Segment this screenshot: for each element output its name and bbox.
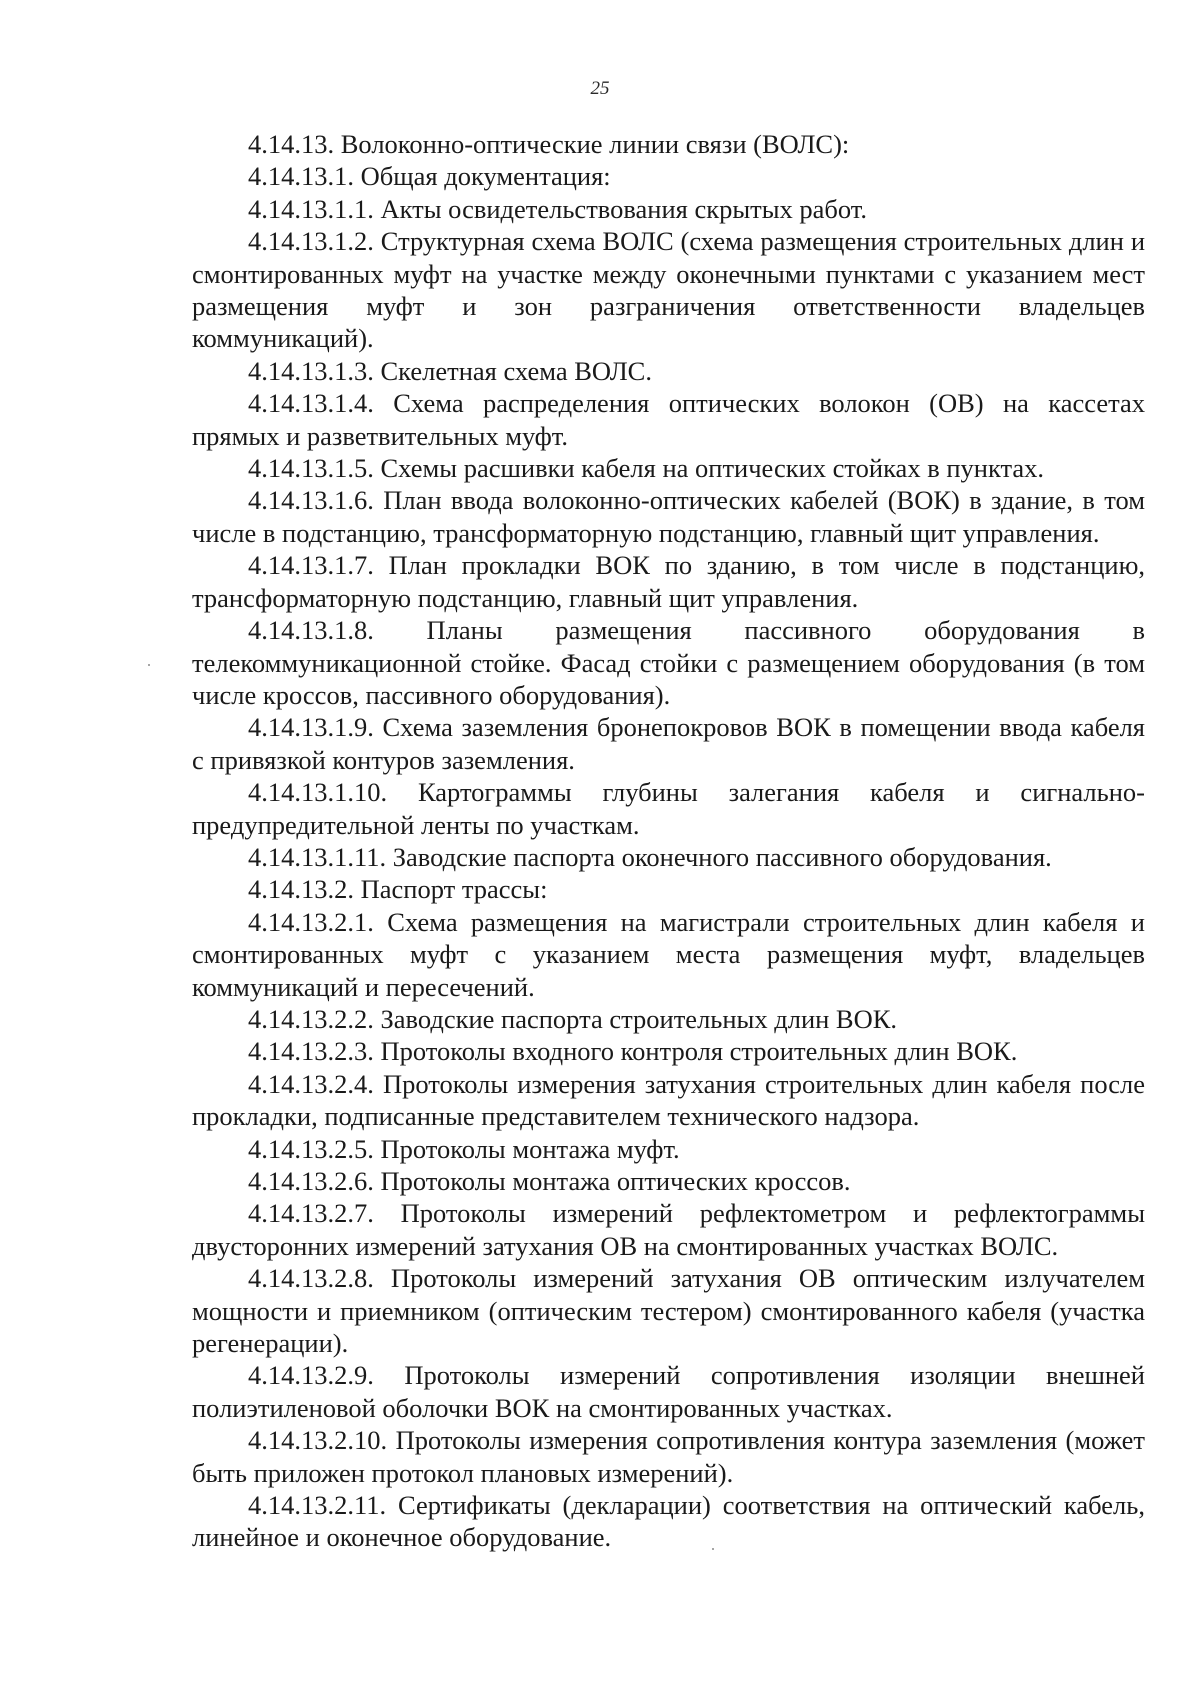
paragraph: 4.14.13.1.5. Схемы расшивки кабеля на оптических стойках в пунктах. (248, 453, 1045, 484)
paragraph: 4.14.13.2.9. Протоколы измерений сопротивления изоляции внешней полиэтиленовой оболочки ВОК на смонтированных участках. (192, 1360, 1145, 1423)
paragraph: 4.14.13.2.4. Протоколы измерения затухания строительных длин кабеля после прокладки, подписанные представителем технического надзора. (192, 1068, 1145, 1132)
paragraph: 4.14.13.2.10. Протоколы измерения сопротивления контура заземления (может быть приложен протокол плановых измерений). (192, 1425, 1145, 1488)
paragraph: 4.14.13.2.1. Схема размещения на магистрали строительных длин кабеля и смонтированных муфт с указанием места размещения муфт, владельцев коммуникаций и пересечений. (192, 906, 1145, 1002)
scan-speck (148, 664, 150, 666)
document-body (192, 128, 1145, 1554)
paragraph: 4.14.13.2.3. Протоколы входного контроля строительных длин ВОК. (248, 1036, 1018, 1067)
paragraph: 4.14.13.2. Паспорт трассы: (248, 874, 548, 905)
paragraph: 4.14.13.1.7. План прокладки ВОК по зданию, в том числе в подстанцию, трансформаторную подстанцию, главный щит управления. (192, 550, 1145, 613)
scan-speck (712, 1548, 714, 1550)
paragraph: 4.14.13.2.8. Протоколы измерений затухания ОВ оптическим излучателем мощности и приемником (оптическим тестером) смонтированного кабеля (участка регенерации). (192, 1263, 1145, 1359)
paragraph: 4.14.13.1.3. Скелетная схема ВОЛС. (248, 355, 652, 386)
paragraph: 4.14.13.1.6. План ввода волоконно-оптических кабелей (ВОК) в здание, в том числе в подстанцию, трансформаторную подстанцию, главный щит управления. (192, 485, 1145, 548)
paragraph: 4.14.13.1.1. Акты освидетельствования скрытых работ. (248, 193, 868, 224)
paragraph: 4.14.13.2.6. Протоколы монтажа оптических кроссов. (248, 1166, 851, 1196)
paragraph: 4.14.13.2.11. Сертификаты (декларации) соответствия на оптический кабель, линейное и оконечное оборудование. (192, 1490, 1145, 1553)
paragraph: 4.14.13.2.2. Заводские паспорта строительных длин ВОК. (248, 1003, 898, 1034)
paragraph: 4.14.13.1.4. Схема распределения оптических волокон (ОВ) на кассетах прямых и разветвительных муфт. (192, 388, 1145, 451)
page-number: 25 (590, 78, 610, 99)
paragraph: 4.14.13.1.10. Картограммы глубины залегания кабеля и сигнально-предупредительной ленты по участкам. (192, 777, 1145, 840)
paragraph: 4.14.13.1.9. Схема заземления бронепокровов ВОК в помещении ввода кабеля с привязкой контуров заземления. (192, 712, 1145, 775)
paragraph: 4.14.13. Волоконно-оптические линии связи (ВОЛС): (248, 129, 850, 159)
paragraph: 4.14.13.1. Общая документация: (248, 161, 611, 192)
paragraph: 4.14.13.1.2. Структурная схема ВОЛС (схема размещения строительных длин и смонтированных муфт на участке между оконечными пунктами с указанием мест размещения муфт и зон разграничения ответственности владельцев коммуникаций). (192, 226, 1145, 354)
paragraph: 4.14.13.2.5. Протоколы монтажа муфт. (248, 1133, 680, 1164)
paragraph: 4.14.13.2.7. Протоколы измерений рефлектометром и рефлектограммы двусторонних измерений затухания ОВ на смонтированных участках ВОЛС. (192, 1198, 1145, 1261)
paragraph: 4.14.13.1.11. Заводские паспорта оконечного пассивного оборудования. (248, 841, 1052, 872)
paragraph: 4.14.13.1.8. Планы размещения пассивного оборудования в телекоммуникационной стойке. Фасад стойки с размещением оборудования (в том числе кроссов, пассивного оборудования). (192, 615, 1145, 710)
